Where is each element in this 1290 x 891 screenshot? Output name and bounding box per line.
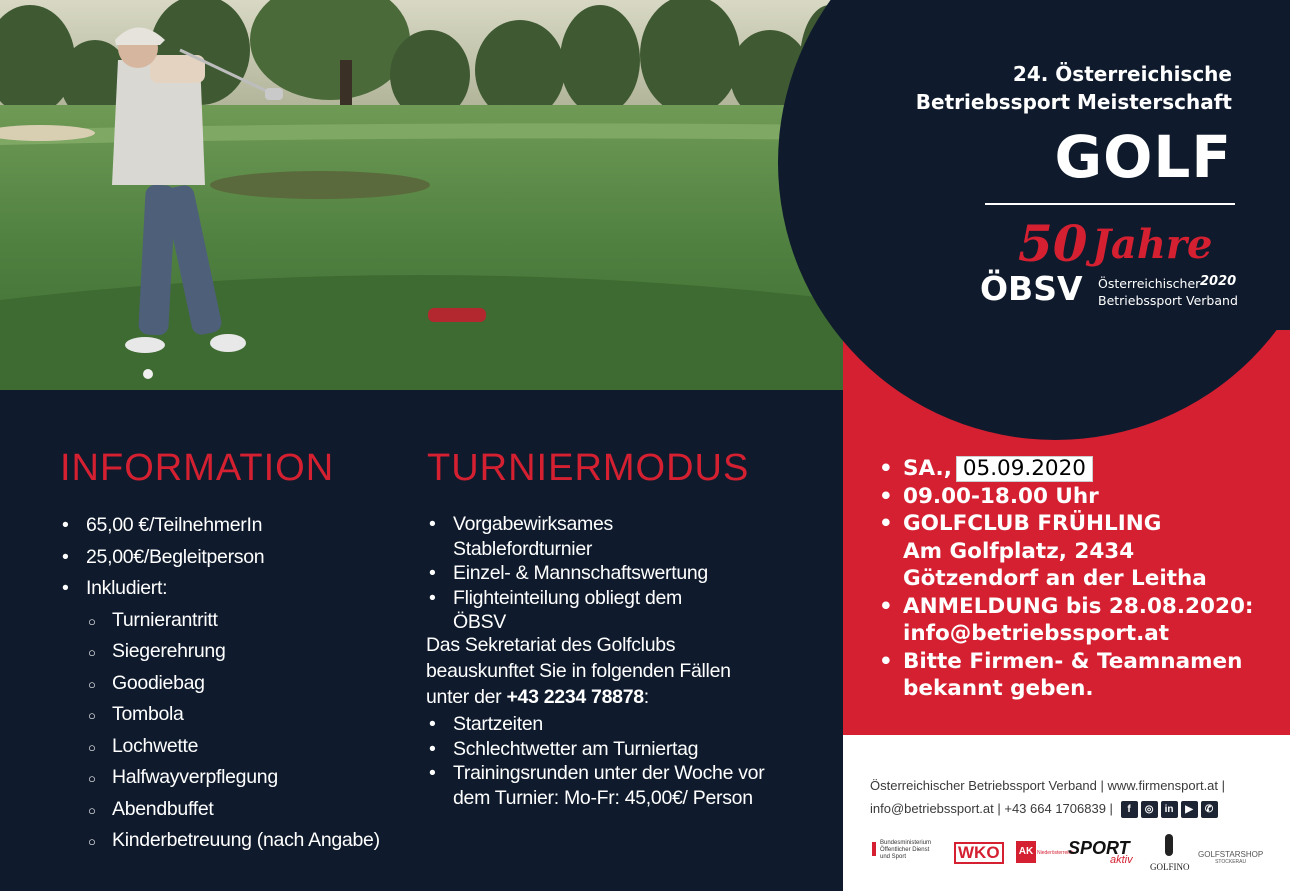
footer-contact: info@betriebssport.at | +43 664 1706839 | bbox=[870, 801, 1113, 816]
golf-course-illustration bbox=[0, 0, 843, 390]
logo-jahre: Jahre bbox=[1092, 221, 1213, 268]
list-item: • Vorgabewirksames Stablefordturnier bbox=[425, 512, 735, 561]
linkedin-icon[interactable]: in bbox=[1161, 801, 1178, 818]
logo-obsv: ÖBSV bbox=[980, 269, 1083, 308]
sponsor-logos bbox=[870, 838, 1265, 878]
list-item: • Inkludiert: bbox=[58, 573, 380, 605]
venue-address-1: Am Golfplatz, 2434 bbox=[903, 538, 1135, 564]
bm-line-2: Öffentlicher Dienst bbox=[880, 847, 930, 853]
title-divider bbox=[985, 203, 1235, 205]
list-item: • 25,00€/Begleitperson bbox=[58, 542, 380, 574]
information-heading: INFORMATION bbox=[60, 447, 335, 489]
paragraph-text: Das Sekretariat des Golfclubs beauskunftet Sie in folgenden Fällen unter der bbox=[426, 634, 731, 708]
note-line-1: • Bitte Firmen- & Teamnamen bbox=[903, 648, 1243, 674]
event-day: SA., bbox=[903, 456, 952, 481]
note-line-2: bekannt geben. bbox=[903, 676, 1094, 701]
information-list bbox=[58, 510, 380, 857]
event-venue bbox=[873, 510, 1254, 593]
turniermodus-heading: TURNIERMODUS bbox=[427, 447, 750, 489]
sport-aktiv-logo: SPORT bbox=[1068, 838, 1130, 858]
instagram-icon[interactable]: ◎ bbox=[1141, 801, 1158, 818]
sport-title: GOLF bbox=[1054, 123, 1232, 191]
title-line-1: 24. Österreichische bbox=[1012, 62, 1232, 86]
venue-address-2: Götzendorf an der Leitha bbox=[903, 566, 1207, 591]
golfstarshop-name: GOLFSTARSHOP bbox=[1198, 850, 1264, 859]
facebook-icon[interactable]: f bbox=[1121, 801, 1138, 818]
event-registration bbox=[873, 593, 1254, 648]
youtube-icon[interactable]: ▶ bbox=[1181, 801, 1198, 818]
whatsapp-icon[interactable]: ✆ bbox=[1201, 801, 1218, 818]
sport-aktiv-suffix: aktiv bbox=[1110, 854, 1133, 866]
wko-logo: WKO bbox=[954, 842, 1004, 864]
ak-subtitle: Niederösterreich bbox=[1037, 850, 1074, 856]
event-date-item bbox=[873, 455, 1254, 483]
event-title bbox=[916, 60, 1232, 192]
bm-flag-icon bbox=[872, 842, 876, 856]
list-item: • 65,00 €/TeilnehmerIn bbox=[58, 510, 380, 542]
event-details-list bbox=[873, 455, 1254, 703]
secretariat-paragraph bbox=[426, 632, 776, 710]
turniermodus-list bbox=[425, 512, 735, 635]
included-item: ○ Halfwayverpflegung bbox=[58, 762, 380, 794]
event-note bbox=[873, 648, 1254, 703]
golfer-silhouette-icon bbox=[1165, 834, 1173, 856]
registration-email[interactable]: info@betriebssport.at bbox=[903, 621, 1170, 646]
event-date: 05.09.2020 bbox=[956, 456, 1093, 482]
contact-footer bbox=[870, 774, 1225, 820]
list-item: • Flighteinteilung obliegt dem ÖBSV bbox=[425, 586, 735, 635]
footer-line-1: Österreichischer Betriebssport Verband | www.firmensport.at | bbox=[870, 778, 1226, 793]
list-item: • Startzeiten bbox=[425, 712, 785, 737]
paragraph-colon: : bbox=[643, 686, 649, 708]
list-item: • Schlechtwetter am Turniertag bbox=[425, 737, 785, 762]
bundesministerium-logo bbox=[880, 840, 931, 861]
logo-subtitle-2: Betriebssport Verband bbox=[1098, 293, 1238, 308]
venue-name: • GOLFCLUB FRÜHLING bbox=[903, 511, 1162, 536]
golfino-logo: GOLFINO bbox=[1150, 862, 1190, 872]
logo-year: 2020 bbox=[1200, 274, 1237, 289]
title-line-2: Betriebssport Meisterschaft bbox=[915, 90, 1232, 114]
golfstarshop-logo bbox=[1198, 850, 1263, 865]
bm-line-3: und Sport bbox=[880, 854, 907, 860]
registration-deadline: • ANMELDUNG bis 28.08.2020: bbox=[903, 593, 1254, 619]
bm-line-1: Bundesministerium bbox=[880, 840, 932, 846]
cases-list bbox=[425, 712, 785, 810]
list-item: • Einzel- & Mannschaftswertung bbox=[425, 561, 735, 586]
event-time: • 09.00-18.00 Uhr bbox=[873, 483, 1254, 511]
included-item: ○ Lochwette bbox=[58, 731, 380, 763]
golfstarshop-location: STOCKERAU bbox=[1215, 859, 1247, 865]
list-item: • Trainingsrunden unter der Woche vor dem Turnier: Mo-Fr: 45,00€/ Person bbox=[425, 761, 785, 810]
included-item: ○ Abendbuffet bbox=[58, 794, 380, 826]
included-item: ○ Goodiebag bbox=[58, 668, 380, 700]
ak-logo: AK bbox=[1016, 841, 1036, 863]
included-item: ○ Siegerehrung bbox=[58, 636, 380, 668]
logo-subtitle-1: Österreichischer bbox=[1098, 276, 1201, 291]
included-item: ○ Turnierantritt bbox=[58, 605, 380, 637]
golfer-photo bbox=[0, 0, 843, 390]
included-item: ○ Tombola bbox=[58, 699, 380, 731]
included-item: ○ Kinderbetreuung (nach Angabe) bbox=[58, 825, 380, 857]
logo-fifty: 50 bbox=[1018, 214, 1088, 273]
social-icons bbox=[1121, 801, 1218, 818]
footer-line-2 bbox=[870, 797, 1225, 820]
golfclub-phone[interactable]: +43 2234 78878 bbox=[506, 686, 644, 708]
obsv-50-jahre-logo bbox=[980, 214, 1240, 313]
